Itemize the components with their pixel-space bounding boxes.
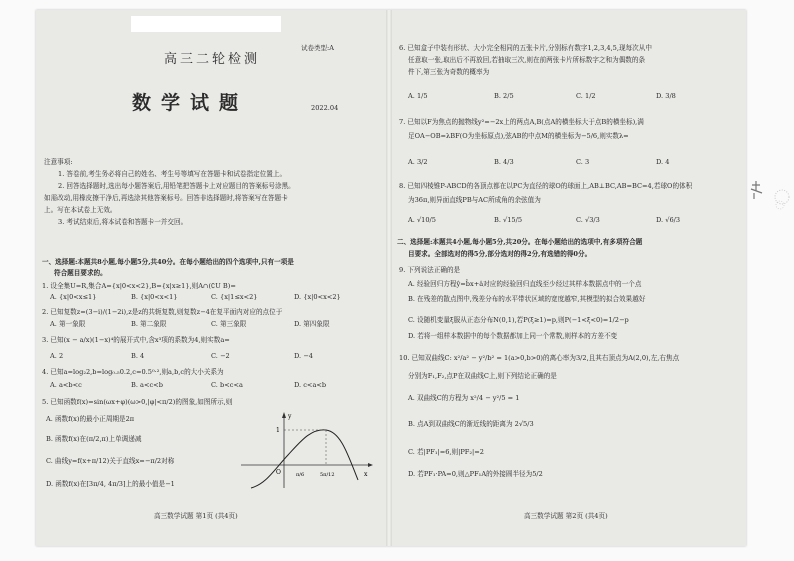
question-8-stem-2: 为36π,则异面直线PB与AC所成角的余弦值为 <box>408 196 541 204</box>
question-9-option-b: B. 在残差的散点图中,残差分布的水平带状区域的宽度越窄,其模型的拟合效果越好 <box>408 295 646 303</box>
question-10-option-b: B. 点A到双曲线C的渐近线的距离为 2√5/3 <box>408 420 534 428</box>
question-9-option-d: D. 若将一组样本数据中的每个数据都加上同一个常数,则样本的方差不变 <box>408 332 618 340</box>
question-8-option-a: A. √10/5 <box>408 216 436 224</box>
x-tick-label-2: 5π/12 <box>320 472 335 478</box>
question-4-option-c: C. b<c<a <box>211 381 243 389</box>
question-6-stem-2: 任意取一张,取出后不再放回,若抽取三次,则在前两张卡片所标数字之和为偶数的条 <box>408 56 646 64</box>
section-2-heading: 二、选择题:本题共4小题,每小题5分,共20分。在每小题给出的选项中,有多项符合题 <box>397 238 643 246</box>
exam-sheet <box>36 10 746 546</box>
question-5-option-c: C. 曲线y=f(x+π/12)关于直线x=−π/2对称 <box>46 457 175 465</box>
question-8-stem-1: 8. 已知四棱锥P-ABCD的各顶点都在以PC为直径的球O的球面上,AB⊥BC,AB=BC=4,若球O的体积 <box>399 182 693 190</box>
question-10-option-c: C. 若|PF₁|=6,则|PF₂|=2 <box>408 448 484 456</box>
y-axis-arrow <box>282 412 286 418</box>
notes-heading: 注意事项: <box>44 158 73 166</box>
question-10-stem-1: 10. 已知双曲线C: x²/a² − y²/b² = 1(a>0,b>0)的离心率为3/2,且其右顶点为A(2,0),左,右焦点 <box>399 354 680 362</box>
edge-stamp-mark <box>746 175 794 225</box>
note-line-5: 3. 考试结束后,将本试卷和答题卡一并交回。 <box>58 218 188 226</box>
question-1-option-b: B. {x|0<x<1} <box>131 293 178 301</box>
question-7-stem-2: 足OA−OB=λBF(O为坐标原点),弦AB的中点M的横坐标为−5/6,则实数λ= <box>408 132 629 140</box>
question-7-option-d: D. 4 <box>656 158 670 166</box>
question-8-option-d: D. √6/3 <box>656 216 681 224</box>
question-6-stem-3: 件下,第三张为奇数的概率为 <box>408 68 490 76</box>
question-3-option-d: D. −4 <box>294 352 313 360</box>
question-6-option-a: A. 1/5 <box>408 92 428 100</box>
page-fold <box>386 10 392 546</box>
question-6-option-c: C. 1/2 <box>576 92 596 100</box>
question-4-option-d: D. c<a<b <box>294 381 327 389</box>
question-10-option-a: A. 双曲线C的方程为 x²/4 − y²/5 = 1 <box>408 394 520 402</box>
question-1-option-d: D. {x|0<x<2} <box>294 293 341 301</box>
question-2-option-a: A. 第一象限 <box>50 320 86 328</box>
exam-date: 2022.04 <box>311 104 339 112</box>
question-3-option-a: A. 2 <box>50 352 64 360</box>
question-10-option-d: D. 若PF₁·PA=0,则△PF₁A的外接圆半径为5/2 <box>408 470 543 478</box>
origin-label: O <box>276 469 281 476</box>
question-6-option-b: B. 2/5 <box>494 92 514 100</box>
page-2-footer: 高三数学试题 第2页 (共4页) <box>524 512 608 520</box>
stamp-icon <box>746 175 794 225</box>
question-7-option-a: A. 3/2 <box>408 158 428 166</box>
question-2-stem: 2. 已知复数z=(3−i)/(1−2i),z是z的共轭复数,则复数z−4在复平面内对应的点位于 <box>42 308 283 316</box>
question-5-option-d: D. 函数f(x)在[3π/4, 4π/3]上的最小值是−1 <box>46 480 175 488</box>
exam-subtitle: 高三二轮检测 <box>164 52 261 67</box>
question-5-option-b: B. 函数f(x)在(π/2,π)上单调递减 <box>46 435 142 443</box>
question-6-option-d: D. 3/8 <box>656 92 676 100</box>
question-8-option-b: B. √15/5 <box>494 216 523 224</box>
question-1-stem: 1. 设全集U=R,集合A={x|0<x<2},B={x|x≥1},则A∩(∁U B)= <box>42 282 236 290</box>
question-7-option-c: C. 3 <box>576 158 590 166</box>
question-4-option-b: B. a<c<b <box>131 381 163 389</box>
question-7-stem-1: 7. 已知以F为焦点的抛物线y²=−2x上的两点A,B(点A的横坐标大于点B的横坐标),满 <box>399 118 644 126</box>
page-1-footer: 高三数学试题 第1页 (共4页) <box>154 512 238 520</box>
note-line-2: 2. 回答选择题时,选出每小题答案后,用铅笔把答题卡上对应题目的答案标号涂黑。 <box>58 182 295 190</box>
stamp-circle-small <box>776 201 784 209</box>
question-4-option-a: A. a<b<c <box>50 381 82 389</box>
question-2-option-d: D. 第四象限 <box>294 320 330 328</box>
question-3-stem: 3. 已知(x − a/x)(1−x)⁴的展开式中,含x³项的系数为4,则实数a= <box>42 336 230 344</box>
question-1-option-c: C. {x|1≤x<2} <box>211 293 258 301</box>
question-2-option-b: B. 第二象限 <box>131 320 167 328</box>
sine-graph <box>236 410 376 490</box>
note-line-3: 如需改动,用橡皮擦干净后,再选涂其他答案标号。回答非选择题时,将答案写在答题卡 <box>44 194 288 202</box>
x-tick-label-1: π/6 <box>296 472 305 478</box>
paper-type-label: 试卷类型:A <box>301 44 334 52</box>
question-1-option-a: A. {x|0<x≤1} <box>50 293 97 301</box>
question-5-option-a: A. 函数f(x)的最小正周期是2π <box>46 415 135 423</box>
y-tick-label: 1 <box>276 427 280 434</box>
note-line-1: 1. 答卷前,考生务必将自己的姓名、考生号等填写在答题卡和试卷指定位置上。 <box>58 170 287 178</box>
stamp-glyph <box>751 181 762 199</box>
y-axis-label: y <box>288 413 292 420</box>
x-axis-label: x <box>364 471 368 478</box>
section-2-heading-cont: 目要求。全部选对的得5分,部分选对的得2分,有选错的得0分。 <box>408 250 592 258</box>
question-2-option-c: C. 第三象限 <box>211 320 247 328</box>
page-title: 数学试题 <box>132 92 249 114</box>
question-3-option-c: C. −2 <box>211 352 230 360</box>
question-8-option-c: C. √3/3 <box>576 216 600 224</box>
question-5-stem: 5. 已知函数f(x)=sin(ωx+φ)(ω>0,|φ|<π/2)的图象,如图所示,则 <box>42 398 233 406</box>
question-6-stem-1: 6. 已知盒子中装有形状、大小完全相同的五张卡片,分别标有数字1,2,3,4,5,现每次从中 <box>399 44 652 52</box>
section-1-heading-cont: 符合题目要求的。 <box>54 269 107 277</box>
question-3-option-b: B. 4 <box>131 352 145 360</box>
x-axis-arrow <box>368 463 373 467</box>
question-9-option-a: A. 经验回归方程ŷ=b̂x+â对应的经验回归直线至少经过其样本数据点中的一个点 <box>408 280 642 288</box>
sine-curve <box>251 430 358 488</box>
section-1-heading: 一、选择题:本题共8小题,每小题5分,共40分。在每小题给出的四个选项中,只有一项是 <box>42 258 294 266</box>
question-10-stem-2: 分别为F₁,F₂,点P在双曲线C上,则下列结论正确的是 <box>408 372 557 380</box>
question-9-option-c: C. 设随机变量ξ服从正态分布N(0,1),若P(ξ≥1)=p,则P(−1<ξ<0)=1/2−p <box>408 316 629 324</box>
question-9-stem: 9. 下列说法正确的是 <box>399 266 461 274</box>
redacted-header-box <box>131 16 281 32</box>
question-7-option-b: B. 4/3 <box>494 158 514 166</box>
note-line-4: 上。写在本试卷上无效。 <box>44 206 117 214</box>
question-4-stem: 4. 已知a=log₂2,b=log₀.₅0.2,c=0.5⁰·²,则a,b,c的大小关系为 <box>42 368 224 376</box>
